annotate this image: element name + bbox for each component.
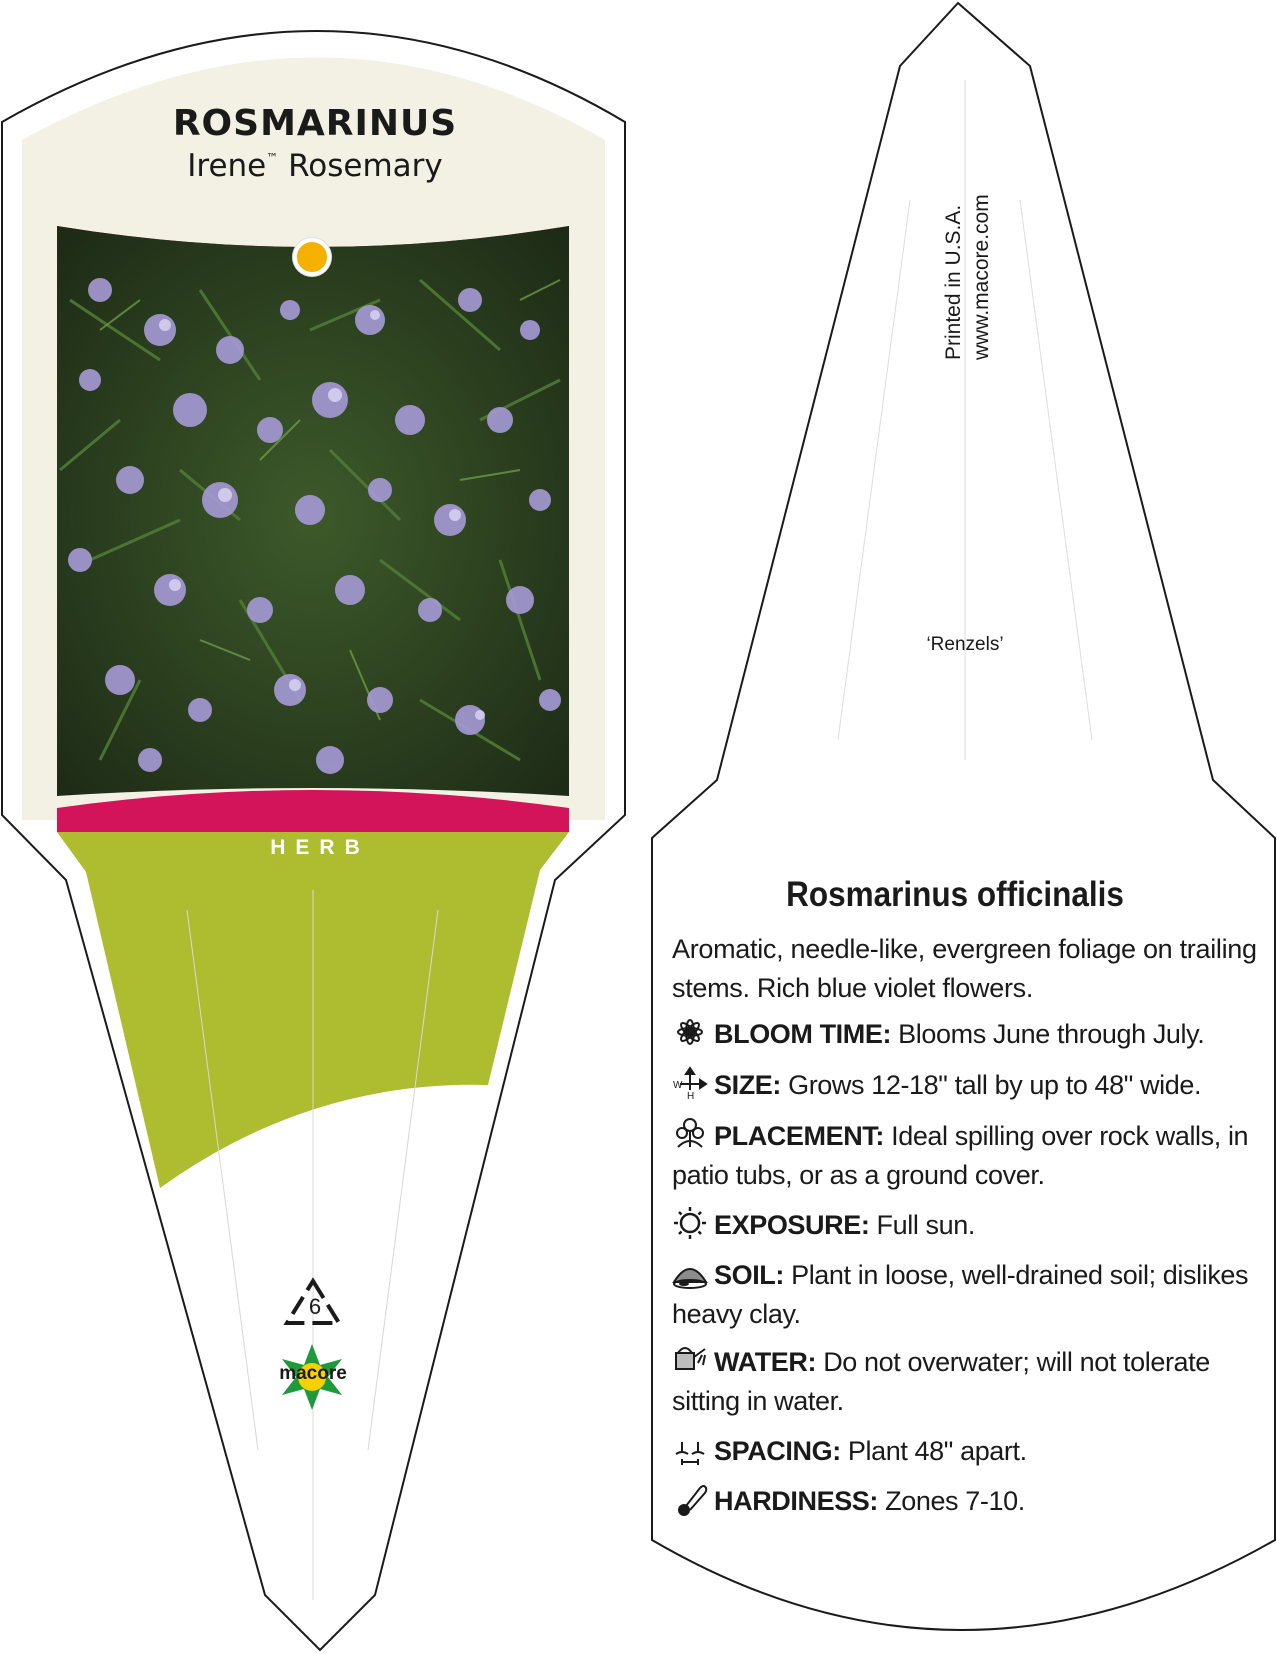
hardiness-row — [672, 1482, 1262, 1521]
plant-photo — [57, 226, 569, 806]
cultivar-name: ‘Renzels’ — [926, 634, 1004, 655]
water-label: WATER: — [714, 1347, 817, 1377]
common-name-suffix: Rosemary — [288, 148, 443, 184]
category-label: HERB — [270, 836, 370, 859]
soil-label: SOIL: — [714, 1260, 784, 1290]
thermometer-icon — [672, 1482, 708, 1516]
plant-description: Aromatic, needle-like, evergreen foliage on trailing stems. Rich blue violet flowers. — [672, 934, 1257, 1003]
plants-icon — [672, 1117, 708, 1151]
svg-text:W: W — [673, 1080, 683, 1091]
botanical-name: Rosmarinus officinalis — [786, 875, 1124, 914]
common-name — [60, 148, 570, 184]
spacing-label: SPACING: — [714, 1436, 841, 1466]
spacing-icon — [672, 1432, 708, 1466]
bloom-time-value: Blooms June through July. — [891, 1019, 1205, 1049]
placement-value: Ideal spilling over rock walls, in patio tubs, or as a ground cover. — [672, 1121, 1249, 1190]
bloom-time-label: BLOOM TIME: — [714, 1019, 892, 1049]
recycle-code: 6 — [308, 1294, 322, 1319]
sun-icon — [672, 1206, 708, 1240]
size-arrows-icon — [672, 1066, 708, 1100]
placement-row — [672, 1117, 1262, 1195]
exposure-value: Full sun. — [869, 1210, 975, 1240]
soil-mound-icon — [672, 1256, 708, 1290]
spacing-value: Plant 48" apart. — [840, 1436, 1027, 1466]
watering-can-icon — [672, 1343, 708, 1377]
common-name-text: Irene — [187, 148, 267, 184]
brand-name: macore — [279, 1363, 347, 1384]
soil-row — [672, 1256, 1262, 1334]
size-value: Grows 12-18" tall by up to 48" wide. — [781, 1070, 1202, 1100]
svg-text:H: H — [687, 1091, 694, 1100]
size-row — [672, 1066, 1262, 1105]
spacing-row — [672, 1432, 1262, 1471]
printed-info — [940, 194, 996, 360]
genus-title: ROSMARINUS — [172, 103, 458, 144]
placement-label: PLACEMENT: — [714, 1121, 884, 1151]
website-text: www.macore.com — [970, 194, 993, 360]
exposure-row — [672, 1206, 1262, 1245]
exposure-label: EXPOSURE: — [714, 1210, 870, 1240]
size-label: SIZE: — [714, 1070, 782, 1100]
hardiness-value: Zones 7-10. — [878, 1486, 1025, 1516]
full-sun-icon — [293, 238, 331, 276]
trademark-mark: ™ — [266, 151, 279, 165]
water-value: Do not overwater; will not tolerate sitting in water. — [672, 1347, 1210, 1416]
bloom-time-row — [672, 1015, 1262, 1054]
water-row — [672, 1343, 1262, 1421]
soil-value: Plant in loose, well-drained soil; dislikes heavy clay. — [672, 1260, 1249, 1329]
flower-icon — [672, 1015, 708, 1049]
printed-in-text: Printed in U.S.A. — [942, 204, 965, 360]
hardiness-label: HARDINESS: — [714, 1486, 879, 1516]
